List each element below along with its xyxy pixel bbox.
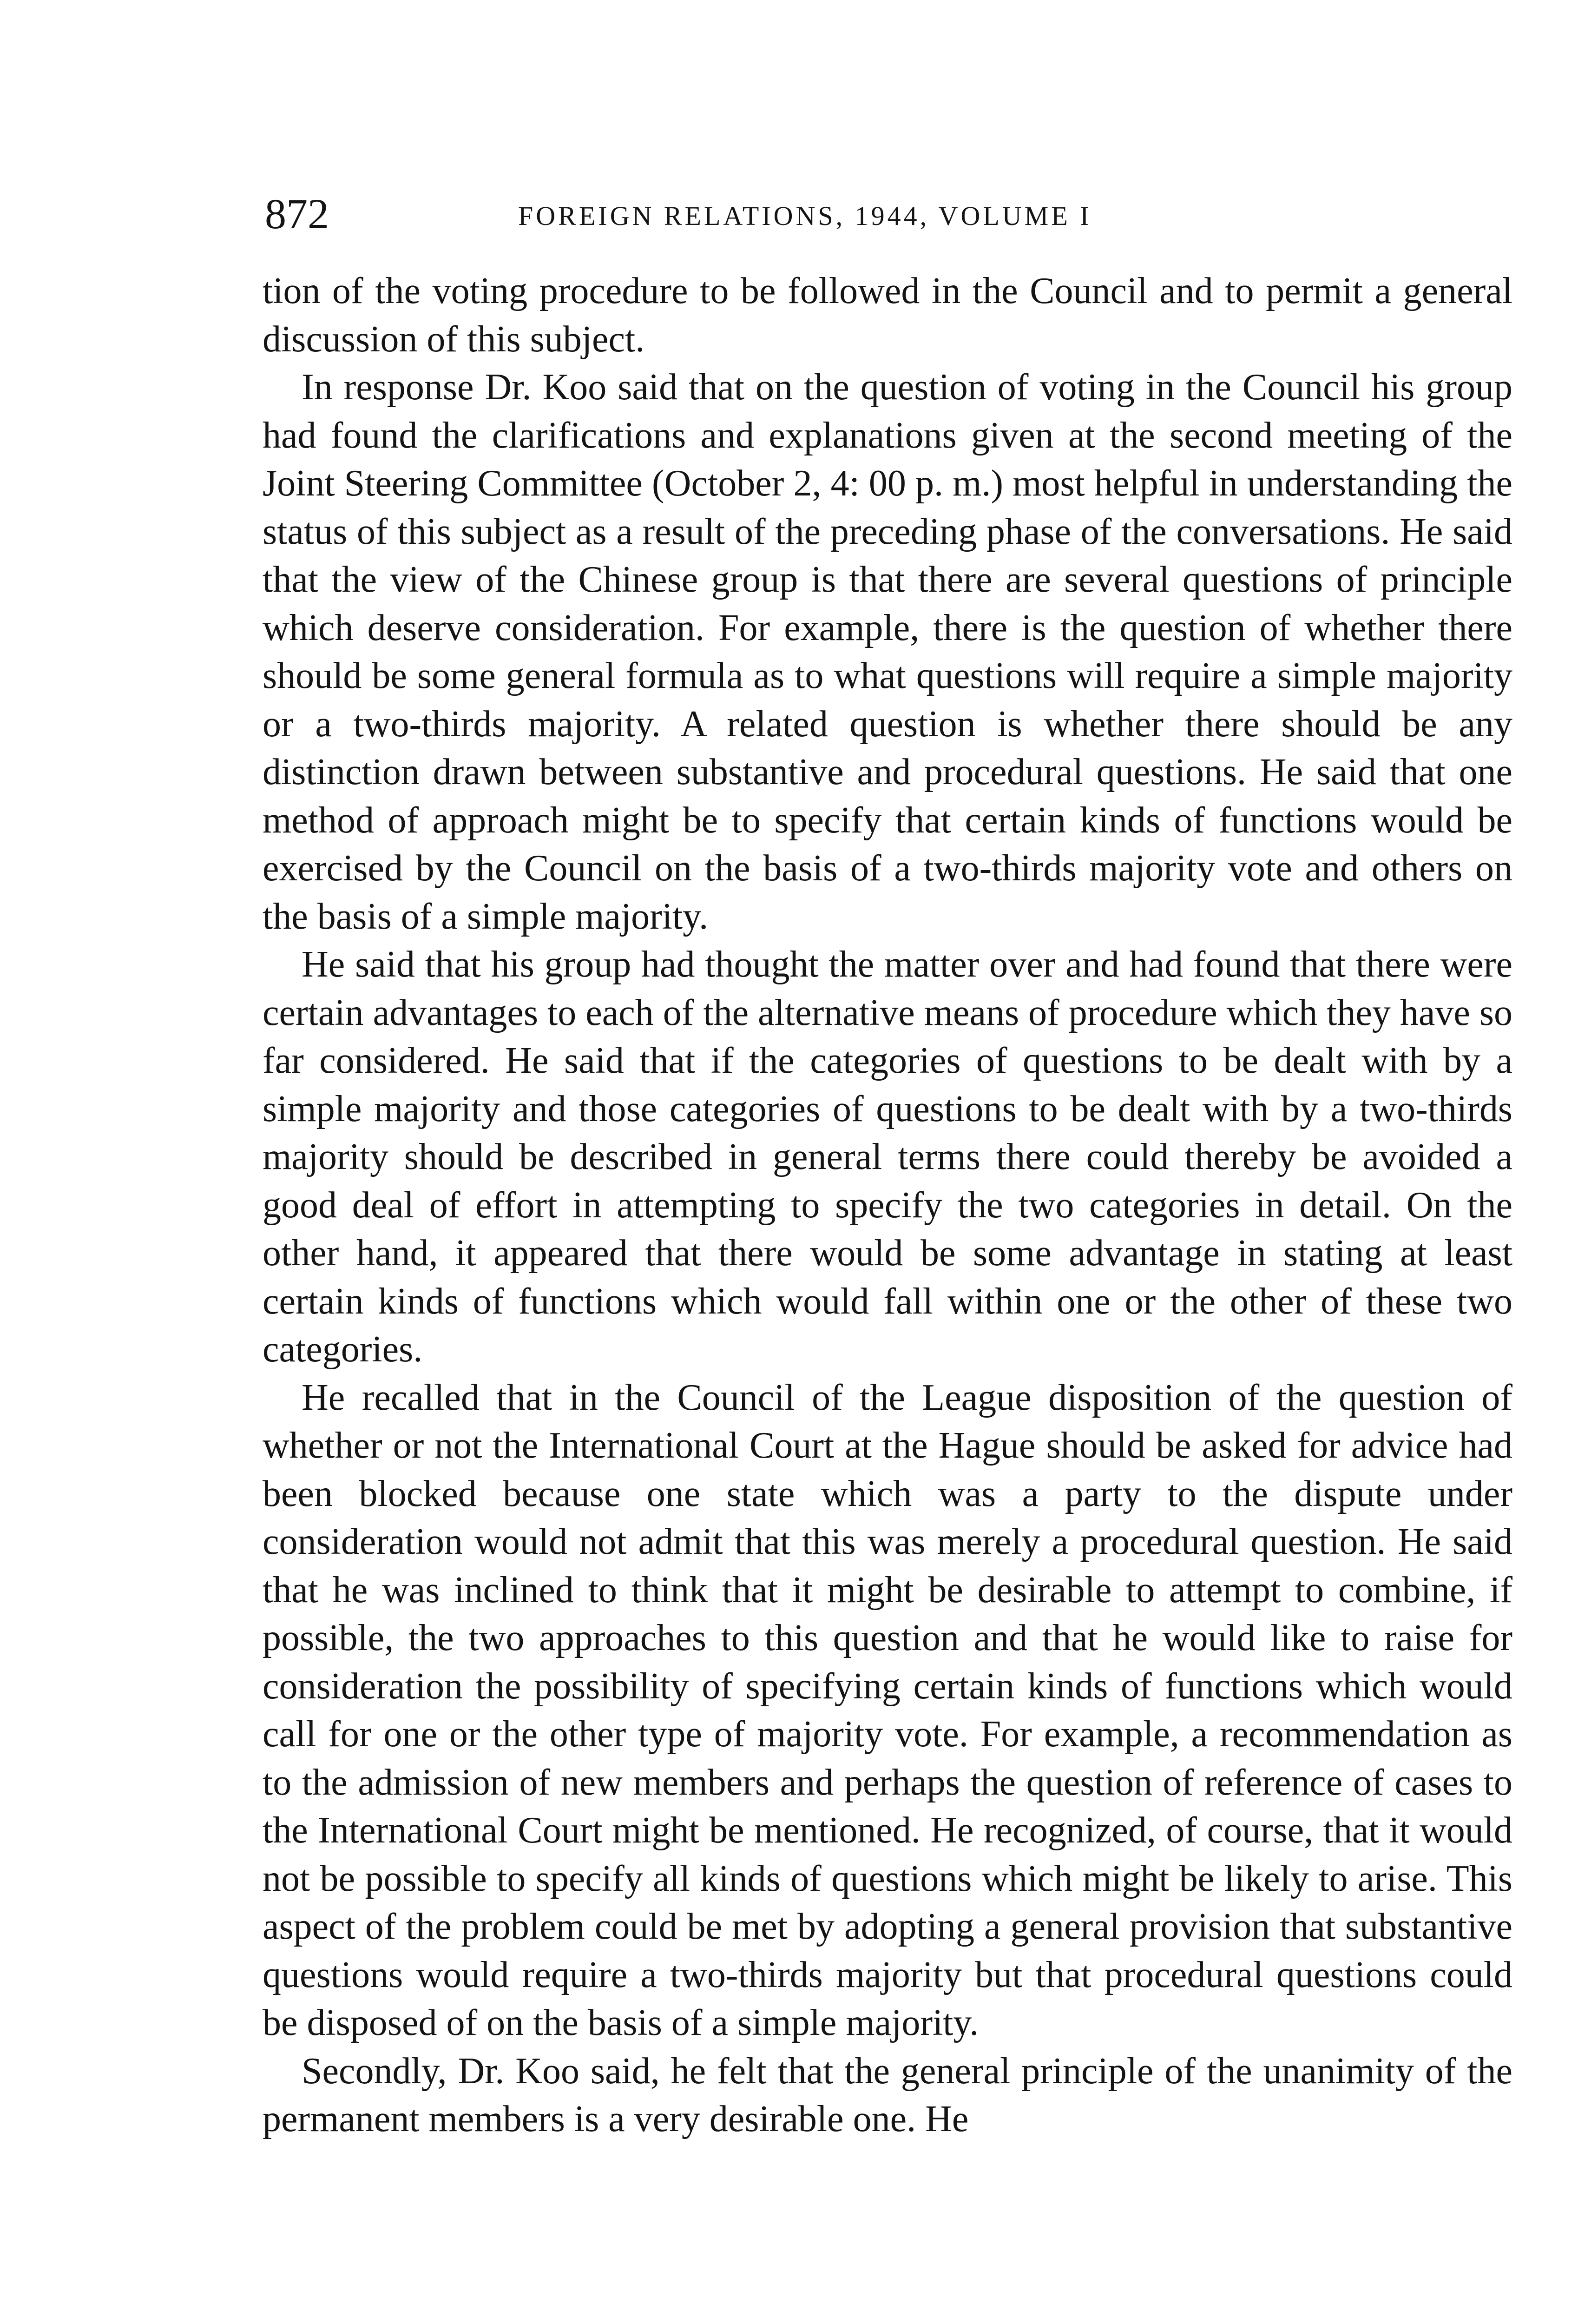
paragraph: In response Dr. Koo said that on the question of voting in the Council his group had found the clarifications and explanations given at the second meeting of the Joint Steering Committee (October 2, 4: 00 p. m.) most helpful in understanding the status of this subject as a result of the preceding phase of the conversations. He said that the view of the Chinese group is that there are several questions of principle which deserve consideration. For example, there is the question of whether there should be some general formula as to what questions will require a simple majority or a two-thirds majority. A related question is whether there should be any distinction drawn between substantive and procedural questions. He said that one method of approach might be to specify that certain kinds of functions would be exercised by the Council on the basis of a two-thirds majority vote and others on the basis of a simple majority. [263,367,1512,937]
body-text [263,267,1512,2144]
page-number: 872 [265,190,329,238]
running-head [265,186,1510,242]
paragraph: He said that his group had thought the matter over and had found that there were certain advantages to each of the alternative means of procedure which they have so far considered. He said that if the categories of questions to be dealt with by a simple majority and those categories of questions to be dealt with by a two-thirds majority should be described in general terms there could thereby be avoided a good deal of effort in attempting to specify the two categories in detail. On the other hand, it appeared that there would be some advantage in stating at least certain kinds of functions which would fall within one or the other of these two categories. [263,944,1512,1370]
paragraph-continued: tion of the voting procedure to be followed in the Council and to permit a general discussion of this subject. [263,271,1512,360]
paragraph: He recalled that in the Council of the League disposition of the question of whether or not the International Court at the Hague should be asked for advice had been blocked because one state which was a party to the dispute under consideration would not admit that this was merely a procedural question. He said that he was inclined to think that it might be desirable to attempt to combine, if possible, the two approaches to this question and that he would like to raise for consideration the possibility of specifying certain kinds of functions which would call for one or the other type of majority vote. For example, a recommendation as to the admission of new members and perhaps the question of reference of cases to the International Court might be mentioned. He recognized, of course, that it would not be possible to specify all kinds of questions which might be likely to arise. This aspect of the problem could be met by adopting a general provision that substantive questions would require a two-thirds majority but that procedural questions could be disposed of on the basis of a simple majority. [263,1377,1512,2043]
paragraph: Secondly, Dr. Koo said, he felt that the general principle of the unanimity of the permanent members is a very desirable one. He [263,2050,1512,2139]
running-title: FOREIGN RELATIONS, 1944, VOLUME I [518,201,1092,231]
